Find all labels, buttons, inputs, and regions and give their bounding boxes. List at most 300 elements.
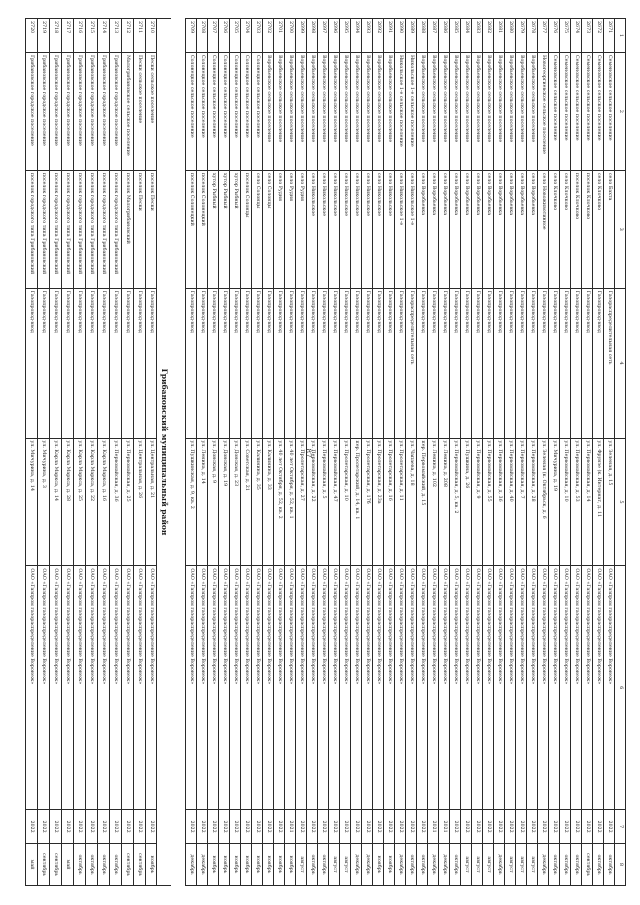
table-cell: октябрь (549, 844, 559, 886)
table-cell: поселок Пески (146, 171, 156, 289)
district-title: Грибановский муниципальный район (157, 18, 171, 886)
table-cell: село Никольское (373, 171, 383, 289)
table-cell: Газопровод-ввод (197, 289, 207, 439)
table-cell: 2022 (274, 810, 284, 844)
document-sheet (29, 18, 626, 886)
table-row (482, 18, 493, 886)
table-cell: Воробьевское сельское поселение (428, 53, 438, 171)
table-cell: 2679 (516, 19, 526, 53)
table-row (109, 18, 121, 886)
table-cell: 2702 (263, 19, 273, 53)
table-cell: 2022 (98, 810, 109, 844)
table-cell: ул. Первомайская, д. 47 (329, 439, 339, 567)
table-cell: поселок Клочково (582, 171, 592, 289)
table-cell: Грибановское городское поселение (26, 53, 37, 171)
table-cell: поселок городского типа Грибановский (110, 171, 121, 289)
table-cell: 2676 (549, 19, 559, 53)
table-cell: ноябрь (384, 844, 394, 886)
table-cell: Новогеоргиевское сельское поселение (538, 53, 548, 171)
table-cell: Газопровод-ввод (329, 289, 339, 439)
table-cell: ОАО «Газпром газораспределение Воронеж» (395, 566, 405, 810)
table-row (49, 18, 61, 886)
table-cell: ноябрь (230, 844, 240, 886)
table-cell: Воробьевское сельское поселение (439, 53, 449, 171)
table-cell: ноябрь (252, 844, 262, 886)
table-cell: сентябрь (582, 844, 592, 886)
table-cell: ОАО «Газпром газораспределение Воронеж» (582, 566, 592, 810)
header-cell: 7 (615, 810, 625, 844)
table-row (603, 18, 614, 886)
table-cell: Грибановское городское поселение (74, 53, 85, 171)
table-cell: ОАО «Газпром газораспределение Воронеж» (50, 566, 61, 810)
table-cell: ОАО «Газпром газораспределение Воронеж» (62, 566, 73, 810)
table-cell: 2703 (252, 19, 262, 53)
table-cell: ОАО «Газпром газораспределение Воронеж» (285, 566, 295, 810)
table-cell: Семеновское сельское поселение (593, 53, 603, 171)
table-cell: ноябрь (208, 844, 218, 886)
table-cell: сентябрь (50, 844, 61, 886)
table-cell: 2698 (307, 19, 317, 53)
table-cell: 2694 (351, 19, 361, 53)
table-row (73, 18, 85, 886)
table-cell: август (472, 844, 482, 886)
table-row (85, 18, 97, 886)
table-cell: Газопровод-ввод (373, 289, 383, 439)
table-cell: 2022 (362, 810, 372, 844)
header-cell: 6 (615, 566, 625, 810)
table-cell: 2701 (274, 19, 284, 53)
table-cell: поселок Клочково (571, 171, 581, 289)
table-cell: 2022 (483, 810, 493, 844)
table-cell: ОАО «Газпром газораспределение Воронеж» (406, 566, 416, 810)
table-cell: поселок Солонецкий (197, 171, 207, 289)
table-cell: 2022 (560, 810, 570, 844)
table-cell: август (527, 844, 537, 886)
table-cell: 2022 (395, 810, 405, 844)
table-cell: Воробьевское сельское поселение (505, 53, 515, 171)
table-cell: 2022 (122, 810, 133, 844)
table-cell: Газопровод-ввод (307, 289, 317, 439)
table-cell: ноябрь (263, 844, 273, 886)
table-row (25, 18, 37, 886)
table-cell: ноябрь (146, 844, 156, 886)
table-row (559, 18, 570, 886)
table-cell: 2022 (241, 810, 251, 844)
table-cell: Воробьевское сельское поселение (483, 53, 493, 171)
table-cell: Воробьевское сельское поселение (263, 53, 273, 171)
table-row (196, 18, 207, 886)
table-cell: Газопровод-ввод (38, 289, 49, 439)
table-cell: Солонецкое сельское поселение (230, 53, 240, 171)
table-cell: 2022 (50, 810, 61, 844)
table-cell: Никольское 1-е сельское поселение (406, 53, 416, 171)
table-cell: Солонецкое сельское поселение (219, 53, 229, 171)
table-cell: Семеновское сельское поселение (549, 53, 559, 171)
table-cell: ОАО «Газпром газораспределение Воронеж» (208, 566, 218, 810)
table-cell: Семеновское сельское поселение (604, 53, 614, 171)
table-cell: Солонецкое сельское поселение (197, 53, 207, 171)
table-cell: ул. 40 лет Октября, д. 52, кв. 2 (274, 439, 284, 567)
table-row (240, 18, 251, 886)
table-cell: ОАО «Газпром газораспределение Воронеж» (274, 566, 284, 810)
table-row (229, 18, 240, 886)
table-row (251, 18, 262, 886)
table-cell: 2695 (340, 19, 350, 53)
table-row (460, 18, 471, 886)
table-cell: сентябрь (38, 844, 49, 886)
table-row (284, 18, 295, 886)
table-row (273, 18, 284, 886)
table-cell: август (516, 844, 526, 886)
table-cell: ОАО «Газпром газораспределение Воронеж» (351, 566, 361, 810)
table-cell: село Клочково (549, 171, 559, 289)
table-cell: 2715 (86, 19, 97, 53)
table-cell: Газопровод-ввод (593, 289, 603, 439)
table-cell: Солонецкое сельское поселение (208, 53, 218, 171)
table-cell: 2690 (395, 19, 405, 53)
table-cell: ОАО «Газпром газораспределение Воронеж» (472, 566, 482, 810)
rotated-table (29, 18, 626, 886)
table-cell: село Новоживотинное (538, 171, 548, 289)
table-cell: Воробьевское сельское поселение (351, 53, 361, 171)
table-cell: Газопровод-ввод (527, 289, 537, 439)
table-cell: поселок городского типа Грибановский (26, 171, 37, 289)
table-cell: поселок Солонцы (241, 171, 251, 289)
table-cell: 2022 (505, 810, 515, 844)
table-row (372, 18, 383, 886)
table-cell: 2022 (571, 810, 581, 844)
table-cell: Газопровод-ввод (428, 289, 438, 439)
table-cell: 2682 (483, 19, 493, 53)
table-cell: 2022 (252, 810, 262, 844)
table-cell: село Никольское (329, 171, 339, 289)
table-cell: 2683 (472, 19, 482, 53)
table-cell: ОАО «Газпром газораспределение Воронеж» (219, 566, 229, 810)
table-cell: Воробьевское сельское поселение (417, 53, 427, 171)
table-cell: ОАО «Газпром газораспределение Воронеж» (263, 566, 273, 810)
table-cell: Газопровод-ввод (62, 289, 73, 439)
table-cell: октябрь (307, 844, 317, 886)
table-cell: 2710 (146, 19, 156, 53)
table-cell: ОАО «Газпром газораспределение Воронеж» (122, 566, 133, 810)
table-cell: 2022 (384, 810, 394, 844)
table-cell: ОАО «Газпром газораспределение Воронеж» (483, 566, 493, 810)
table-cell: Грибановское городское поселение (86, 53, 97, 171)
table-cell: 2708 (197, 19, 207, 53)
table-cell: 2022 (318, 810, 328, 844)
table-cell: Газопровод-ввод (494, 289, 504, 439)
table-cell: ОАО «Газпром газораспределение Воронеж» (134, 566, 145, 810)
table-cell: 2678 (527, 19, 537, 53)
header-cell: 2 (615, 53, 625, 171)
table-cell: 2685 (450, 19, 460, 53)
table-cell: ОАО «Газпром газораспределение Воронеж» (571, 566, 581, 810)
table-row (295, 18, 306, 886)
table-cell: август (296, 844, 306, 886)
table-cell: Газопровод-ввод (110, 289, 121, 439)
table-cell: ул. Карла Маркса, д. 14 (50, 439, 61, 567)
table-cell: Воробьевское сельское поселение (373, 53, 383, 171)
table-cell: ул. Донская, д. 9 (208, 439, 218, 567)
table-cell: Газопровод-ввод (395, 289, 405, 439)
table-row (416, 18, 427, 886)
table-cell: село Рудня (285, 171, 295, 289)
table-row (548, 18, 559, 886)
table-row (570, 18, 581, 886)
table-cell: ул. Центральная, д. 26 (134, 439, 145, 567)
table-cell: август (340, 844, 350, 886)
table-row (427, 18, 438, 886)
table-cell: 2674 (571, 19, 581, 53)
table-cell: ул. Фрунзе (к. Интернат, д. 11 (593, 439, 603, 567)
table-row (306, 18, 317, 886)
table-cell: ул. 40 лет Октября, д. 52, кв. 1 (285, 439, 295, 567)
table-row (526, 18, 537, 886)
table-cell: ОАО «Газпром газораспределение Воронеж» (74, 566, 85, 810)
table-cell: поселок городского типа Грибановский (74, 171, 85, 289)
table-cell: Газопровод-ввод (384, 289, 394, 439)
table-row (383, 18, 394, 886)
table-row (592, 18, 603, 886)
table-row (493, 18, 504, 886)
table-cell: 2719 (38, 19, 49, 53)
table-cell: ОАО «Газпром газораспределение Воронеж» (549, 566, 559, 810)
table-cell: Семеновское сельское поселение (560, 53, 570, 171)
table-cell: 2687 (428, 19, 438, 53)
table-cell: Газопровод-ввод (450, 289, 460, 439)
table-cell: Воробьевское сельское поселение (450, 53, 460, 171)
table-cell: 2672 (593, 19, 603, 53)
table-cell: 2022 (74, 810, 85, 844)
table-cell: 2689 (406, 19, 416, 53)
table-cell: 2022 (538, 810, 548, 844)
table-cell: декабрь (351, 844, 361, 886)
table-cell: поселок городского типа Грибановский (86, 171, 97, 289)
table-cell: 2686 (439, 19, 449, 53)
table-cell: 2713 (110, 19, 121, 53)
table-cell: Газопровод-ввод (122, 289, 133, 439)
table-cell: село Никольское 1-е (395, 171, 405, 289)
table-cell: Воробьевское сельское поселение (307, 53, 317, 171)
table-cell: Солонецкое сельское поселение (252, 53, 262, 171)
table-cell: село Никольское 1-е (406, 171, 416, 289)
table-cell: 2022 (263, 810, 273, 844)
table-cell: ОАО «Газпром газораспределение Воронеж» (340, 566, 350, 810)
table-cell: Газопровод-ввод (505, 289, 515, 439)
table-cell: село Воробьевка (428, 171, 438, 289)
table-cell: ОАО «Газпром газораспределение Воронеж» (38, 566, 49, 810)
table-cell: ОАО «Газпром газораспределение Воронеж» (307, 566, 317, 810)
table-cell: декабрь (538, 844, 548, 886)
table-cell: ул. Калинина, д. 35 (252, 439, 262, 567)
table-cell: Газопровод-ввод (560, 289, 570, 439)
header-cell: 1 (615, 19, 625, 53)
table-cell: село Солонцы (252, 171, 262, 289)
table-cell: 2697 (318, 19, 328, 53)
table-row (218, 18, 229, 886)
table-row (471, 18, 482, 886)
table-cell: ул. Первомайская, д. 22 (307, 439, 317, 567)
header-cell: 8 (615, 844, 625, 886)
table-cell: село Рудня (274, 171, 284, 289)
table-cell: ул. Ленина, д. 102 (428, 439, 438, 567)
table-cell: 2022 (197, 810, 207, 844)
table-cell: Газораспределительная сеть (604, 289, 614, 439)
table-cell: 2680 (505, 19, 515, 53)
table-cell: Газопровод-ввод (134, 289, 145, 439)
table-cell: декабрь (197, 844, 207, 886)
table-cell: Газопровод-ввод (362, 289, 372, 439)
table-cell: 2022 (296, 810, 306, 844)
table-cell: поселок Пески (134, 171, 145, 289)
table-cell: село Никольское (318, 171, 328, 289)
table-cell: Воробьевское сельское поселение (516, 53, 526, 171)
table-cell: ул. Пролетарская, д. 17б (362, 439, 372, 567)
table-cell: декабрь (428, 844, 438, 886)
table-cell: 2022 (461, 810, 471, 844)
table-cell: Газопровод-ввод (86, 289, 97, 439)
table-row (207, 18, 218, 886)
table-cell: октябрь (571, 844, 581, 886)
table-cell: Газопровод-ввод (230, 289, 240, 439)
table-row (145, 18, 157, 886)
table-cell: 2681 (494, 19, 504, 53)
table-cell: 2022 (134, 810, 145, 844)
table-row (438, 18, 449, 886)
table-cell: Грибановское городское поселение (110, 53, 121, 171)
table-cell: 2022 (230, 810, 240, 844)
table-cell: 2700 (285, 19, 295, 53)
table-cell: октябрь (98, 844, 109, 886)
table-cell: декабрь (395, 844, 405, 886)
table-cell: октябрь (560, 844, 570, 886)
table-cell: Солонецкое сельское поселение (186, 53, 196, 171)
table-header (614, 18, 626, 886)
table-cell: ул. Пролетарская, д. 16 (384, 439, 394, 567)
table-cell: село Бахта (604, 171, 614, 289)
table-cell: 2022 (373, 810, 383, 844)
table-cell: ул. Пушкина, д. 26 (461, 439, 471, 567)
table-cell: сентябрь (122, 844, 133, 886)
table-cell: ул. Ленина, д. 14 (197, 439, 207, 567)
table-cell: ул. Карла Маркса, д. 16 (98, 439, 109, 567)
table-cell: Воробьевское сельское поселение (296, 53, 306, 171)
table-cell: август (505, 844, 515, 886)
table-cell: ноябрь (219, 844, 229, 886)
table-cell: 2021 (428, 810, 438, 844)
table-cell: Газопровод-ввод (296, 289, 306, 439)
table-cell: ул. Пролетарская, д. 11 (395, 439, 405, 567)
table-cell: ОАО «Газпром газораспределение Воронеж» (505, 566, 515, 810)
table-cell: Газопровод-ввод (186, 289, 196, 439)
table-cell: ул. Донская, д. 19 (219, 439, 229, 567)
table-cell: Воробьевское сельское поселение (472, 53, 482, 171)
table-cell: 2705 (230, 19, 240, 53)
table-cell: Газопровод-ввод (472, 289, 482, 439)
table-cell: декабрь (362, 844, 372, 886)
table-cell: Газопровод-ввод (318, 289, 328, 439)
table-row (133, 18, 145, 886)
table-cell: Воробьевское сельское поселение (318, 53, 328, 171)
table-cell: 2022 (472, 810, 482, 844)
table-cell: Никольское 1-е сельское поселение (395, 53, 405, 171)
table-cell: Воробьевское сельское поселение (527, 53, 537, 171)
table-cell: Газопровод-ввод (483, 289, 493, 439)
table-cell: ОАО «Газпром газораспределение Воронеж» (384, 566, 394, 810)
table-cell: 2022 (351, 810, 361, 844)
table-cell: село Никольское (384, 171, 394, 289)
table-cell: Газопровод-ввод (252, 289, 262, 439)
table-cell: 2706 (219, 19, 229, 53)
table-cell: ОАО «Газпром газораспределение Воронеж» (110, 566, 121, 810)
table-cell: ОАО «Газпром газораспределение Воронеж» (450, 566, 460, 810)
table-cell: Солонецкое сельское поселение (241, 53, 251, 171)
table-cell: село Воробьевка (439, 171, 449, 289)
table-cell: октябрь (417, 844, 427, 886)
table-cell: 2692 (373, 19, 383, 53)
table-cell: ул. Карла Маркса, д. 22 (86, 439, 97, 567)
table-cell: 2720 (26, 19, 37, 53)
table-cell: ул. Первомайская, д. 9 (472, 439, 482, 567)
table-cell: октябрь (74, 844, 85, 886)
table-cell: 2707 (208, 19, 218, 53)
table-cell: ОАО «Газпром газораспределение Воронеж» (329, 566, 339, 810)
table-cell: 2022 (329, 810, 339, 844)
table-row (185, 18, 196, 886)
table-cell: 2022 (340, 810, 350, 844)
table-cell: село Воробьевка (472, 171, 482, 289)
table-cell: 2021 (439, 810, 449, 844)
table-cell: ул. Пролетарская, д. 23а (373, 439, 383, 567)
table-cell: ул. Пролетарская, д. 10 (340, 439, 350, 567)
table-cell: август (483, 844, 493, 886)
table-row (328, 18, 339, 886)
table-cell: поселок городского типа Грибановский (98, 171, 109, 289)
table-cell: поселок городского типа Грибановский (50, 171, 61, 289)
table-cell: село Воробьевка (417, 171, 427, 289)
table-cell: декабрь (439, 844, 449, 886)
table-cell: село Никольское (351, 171, 361, 289)
table-cell: село Воробьевка (516, 171, 526, 289)
table-cell: ул. Донская, д. 23 (230, 439, 240, 567)
table-cell: ул. Мичурина, д. 19 (549, 439, 559, 567)
table-cell: Грибановское городское поселение (62, 53, 73, 171)
table-cell: Воробьевское сельское поселение (494, 53, 504, 171)
table-cell: хутор Рыбный (208, 171, 218, 289)
table-cell: ОАО «Газпром газораспределение Воронеж» (527, 566, 537, 810)
table-cell: Газораспределительная сеть (406, 289, 416, 439)
table-cell: 2711 (134, 19, 145, 53)
table-cell: 2699 (296, 19, 306, 53)
table-row (405, 18, 416, 886)
table-cell: пер. Пролетарский, д. 14, кв. 1 (351, 439, 361, 567)
table-cell: Воробьевское сельское поселение (340, 53, 350, 171)
table-cell: Газопровод-ввод (571, 289, 581, 439)
table-cell: ОАО «Газпром газораспределение Воронеж» (494, 566, 504, 810)
table-cell: ул. Первомайская, д. 28 (527, 439, 537, 567)
table-cell: 2022 (527, 810, 537, 844)
table-cell: ОАО «Газпром газораспределение Воронеж» (86, 566, 97, 810)
table-row (504, 18, 515, 886)
table-cell: ОАО «Газпром газораспределение Воронеж» (516, 566, 526, 810)
table-cell: 2684 (461, 19, 471, 53)
table-cell: ОАО «Газпром газораспределение Воронеж» (417, 566, 427, 810)
table-cell: октябрь (604, 844, 614, 886)
table-cell: Газопровод-ввод (439, 289, 449, 439)
table-cell: 2022 (549, 810, 559, 844)
table-cell: Газопровод-ввод (461, 289, 471, 439)
table-cell: ул. Ленина, д. 208 (439, 439, 449, 567)
